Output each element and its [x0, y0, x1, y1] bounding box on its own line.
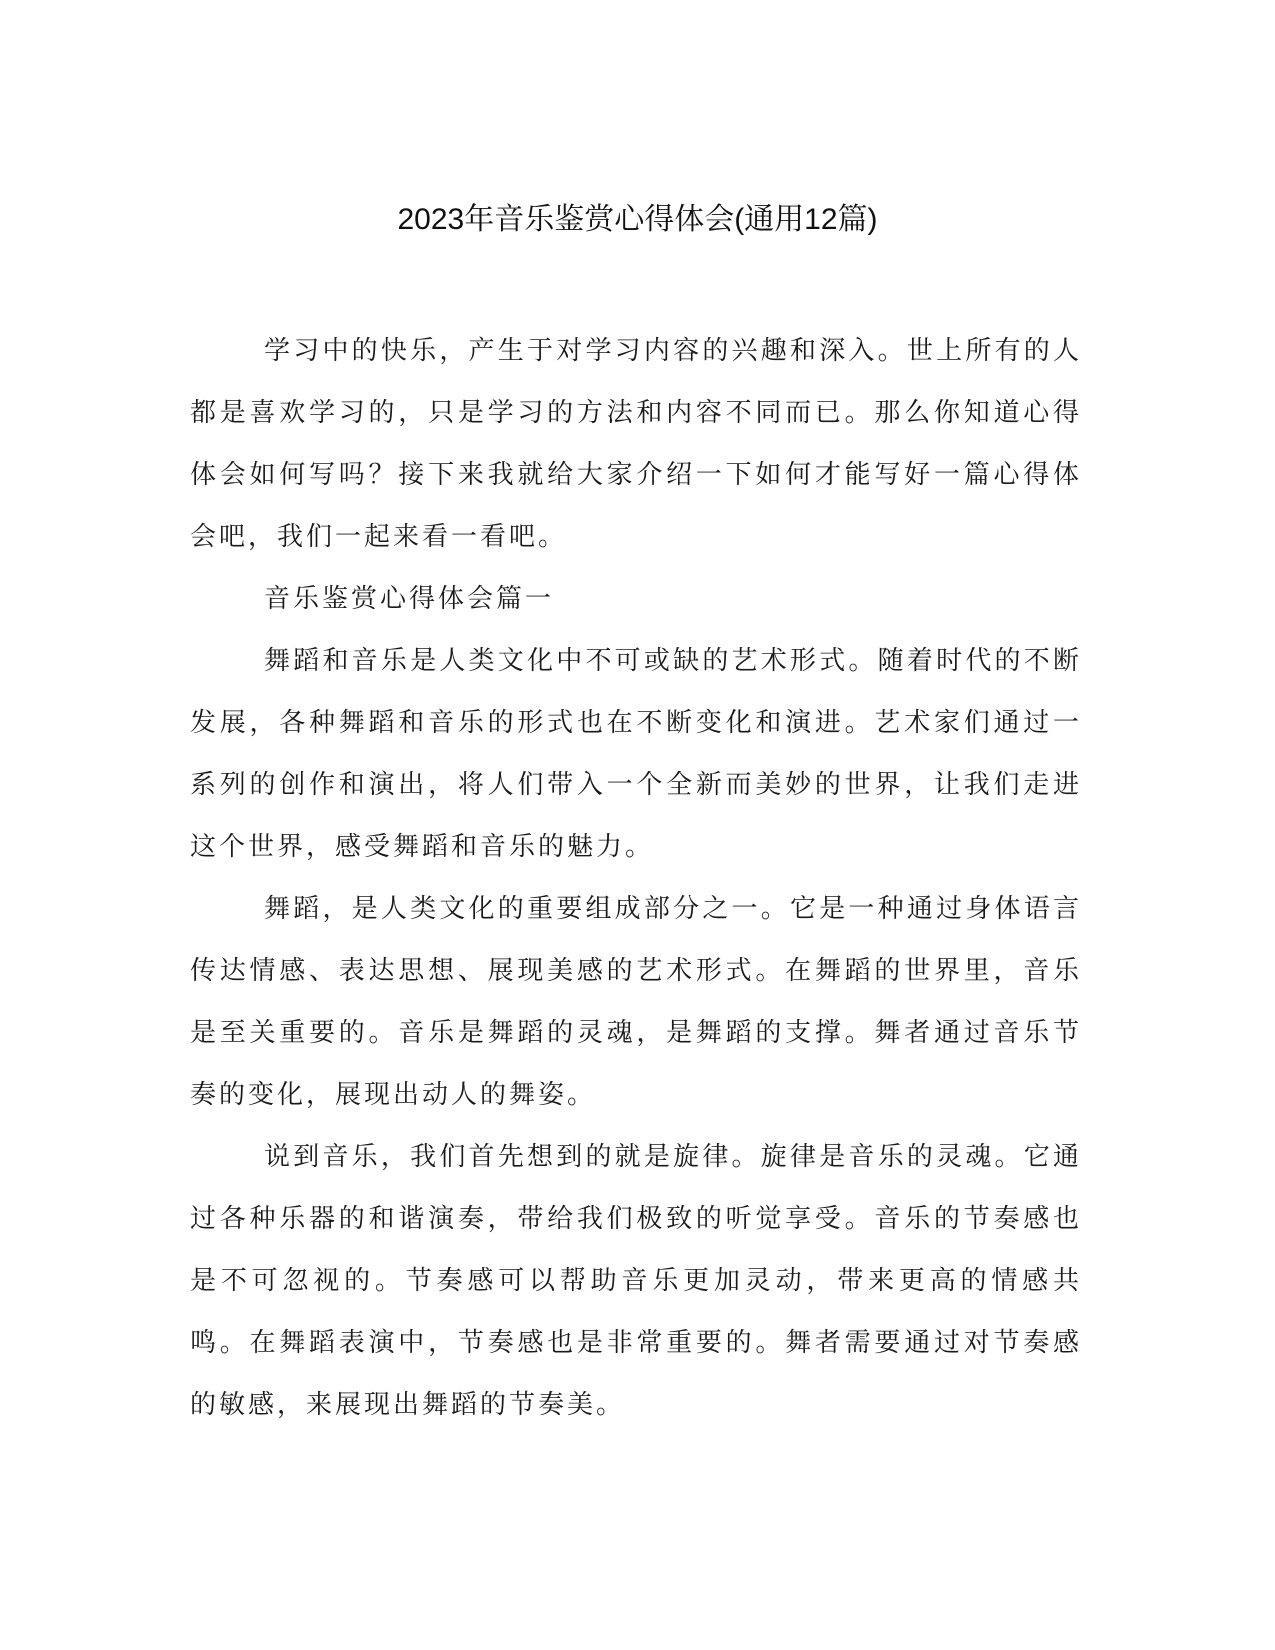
intro-paragraph: 学习中的快乐，产生于对学习内容的兴趣和深入。世上所有的人都是喜欢学习的，只是学习的方法和内容不同而已。那么你知道心得体会如何写吗？接下来我就给大家介绍一下如何才能写好一篇心得体会吧，我们一起来看一看吧。: [190, 336, 1082, 552]
document-title: 2023年音乐鉴赏心得体会(通用12篇): [397, 203, 878, 236]
section-heading: 音乐鉴赏心得体会篇一: [264, 584, 555, 614]
document-body: [190, 320, 1082, 1436]
body-paragraph: 说到音乐，我们首先想到的就是旋律。旋律是音乐的灵魂。它通过各种乐器的和谐演奏，带给我们极致的听觉享受。音乐的节奏感也是不可忽视的。节奏感可以帮助音乐更加灵动，带来更高的情感共鸣。在舞蹈表演中，节奏感也是非常重要的。舞者需要通过对节奏感的敏感，来展现出舞蹈的节奏美。: [190, 1142, 1082, 1420]
body-paragraph: 舞蹈，是人类文化的重要组成部分之一。它是一种通过身体语言传达情感、表达思想、展现美感的艺术形式。在舞蹈的世界里，音乐是至关重要的。音乐是舞蹈的灵魂，是舞蹈的支撑。舞者通过音乐节奏的变化，展现出动人的舞姿。: [190, 894, 1082, 1110]
body-paragraph: 舞蹈和音乐是人类文化中不可或缺的艺术形式。随着时代的不断发展，各种舞蹈和音乐的形式也在不断变化和演进。艺术家们通过一系列的创作和演出，将人们带入一个全新而美妙的世界，让我们走进这个世界，感受舞蹈和音乐的魅力。: [190, 646, 1082, 862]
